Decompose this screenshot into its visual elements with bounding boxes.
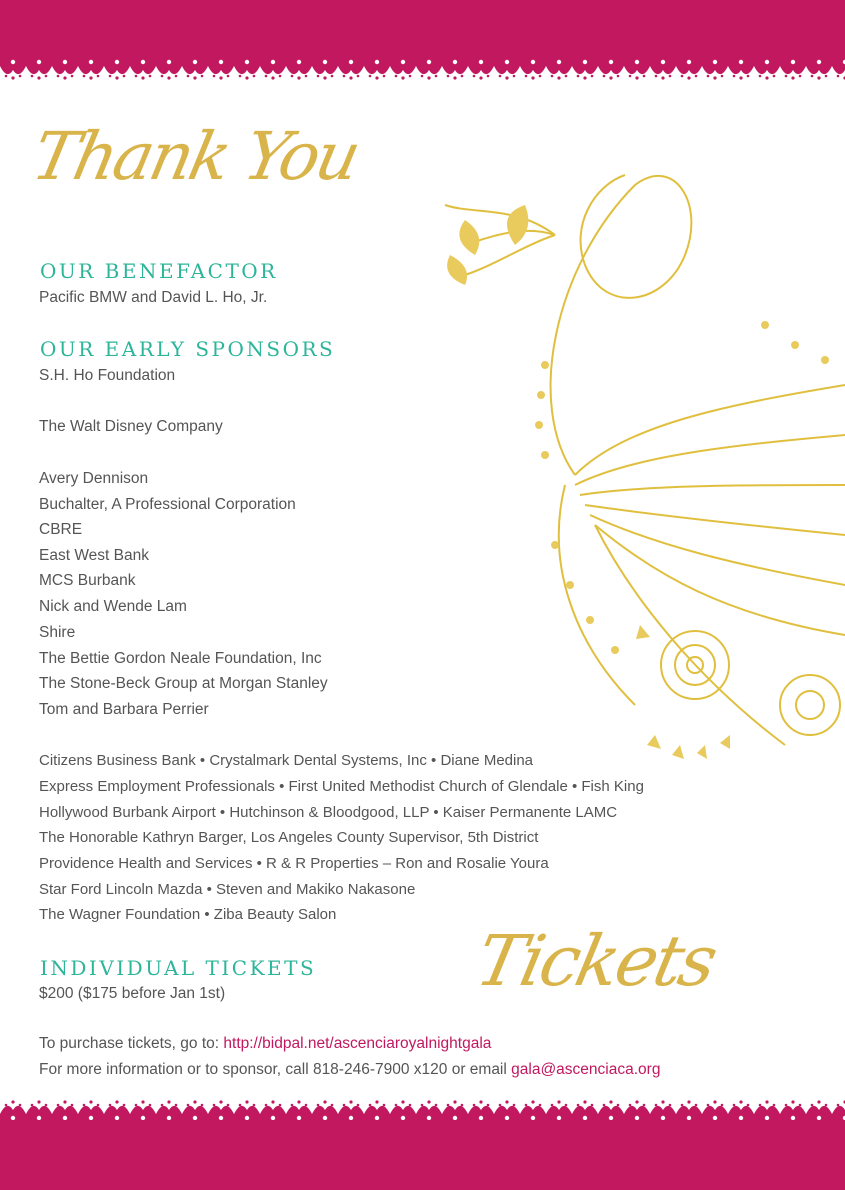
sponsor-line: Avery Dennison: [39, 470, 149, 487]
sponsor-line: The Bettie Gordon Neale Foundation, Inc: [39, 650, 322, 667]
bottom-border-band: [0, 1120, 845, 1190]
sponsor-line: Citizens Business Bank • Crystalmark Dental Systems, Inc • Diane Medina: [39, 752, 534, 769]
info-line: [39, 1061, 660, 1079]
info-text: For more information or to sponsor, call 818-246-7900 x120 or email: [39, 1061, 507, 1078]
sponsor-line: Express Employment Professionals • First United Methodist Church of Glendale • Fish King: [39, 778, 644, 795]
sponsor-line: MCS Burbank: [39, 572, 136, 589]
peacock-illustration: [405, 145, 845, 825]
sponsor-line: S.H. Ho Foundation: [39, 367, 176, 384]
individual-tickets-heading: INDIVIDUAL TICKETS: [40, 956, 317, 980]
early-sponsors-heading: OUR EARLY SPONSORS: [40, 337, 336, 361]
sponsor-line: Providence Health and Services • R & R Properties – Ron and Rosalie Youra: [39, 855, 549, 872]
sponsor-line: The Stone-Beck Group at Morgan Stanley: [39, 675, 328, 692]
email-link[interactable]: gala@ascenciaca.org: [511, 1061, 661, 1078]
sponsor-line: Shire: [39, 624, 76, 641]
benefactor-name: Pacific BMW and David L. Ho, Jr.: [39, 289, 268, 306]
purchase-text: To purchase tickets, go to:: [39, 1035, 220, 1052]
sponsor-line: CBRE: [39, 521, 83, 538]
purchase-line: [39, 1035, 491, 1053]
tickets-title: Tickets: [469, 920, 722, 1002]
sponsor-line: East West Bank: [39, 547, 149, 564]
sponsor-line: The Honorable Kathryn Barger, Los Angeles County Supervisor, 5th District: [39, 829, 539, 846]
sponsor-line: Buchalter, A Professional Corporation: [39, 496, 296, 513]
sponsor-line: The Wagner Foundation • Ziba Beauty Salon: [39, 906, 337, 923]
thank-you-title: Thank You: [25, 118, 365, 195]
top-lace-border: [0, 56, 845, 84]
sponsor-line: The Walt Disney Company: [39, 418, 223, 435]
sponsor-line: Tom and Barbara Perrier: [39, 701, 209, 718]
sponsor-line: Hollywood Burbank Airport • Hutchinson & Bloodgood, LLP • Kaiser Permanente LAMC: [39, 804, 618, 821]
ticket-price: $200 ($175 before Jan 1st): [39, 985, 226, 1002]
sponsor-line: Nick and Wende Lam: [39, 598, 187, 615]
benefactor-heading: OUR BENEFACTOR: [40, 259, 278, 283]
purchase-link[interactable]: http://bidpal.net/ascenciaroyalnightgala: [223, 1035, 492, 1052]
top-border-band: [0, 0, 845, 58]
sponsor-line: Star Ford Lincoln Mazda • Steven and Makiko Nakasone: [39, 881, 416, 898]
